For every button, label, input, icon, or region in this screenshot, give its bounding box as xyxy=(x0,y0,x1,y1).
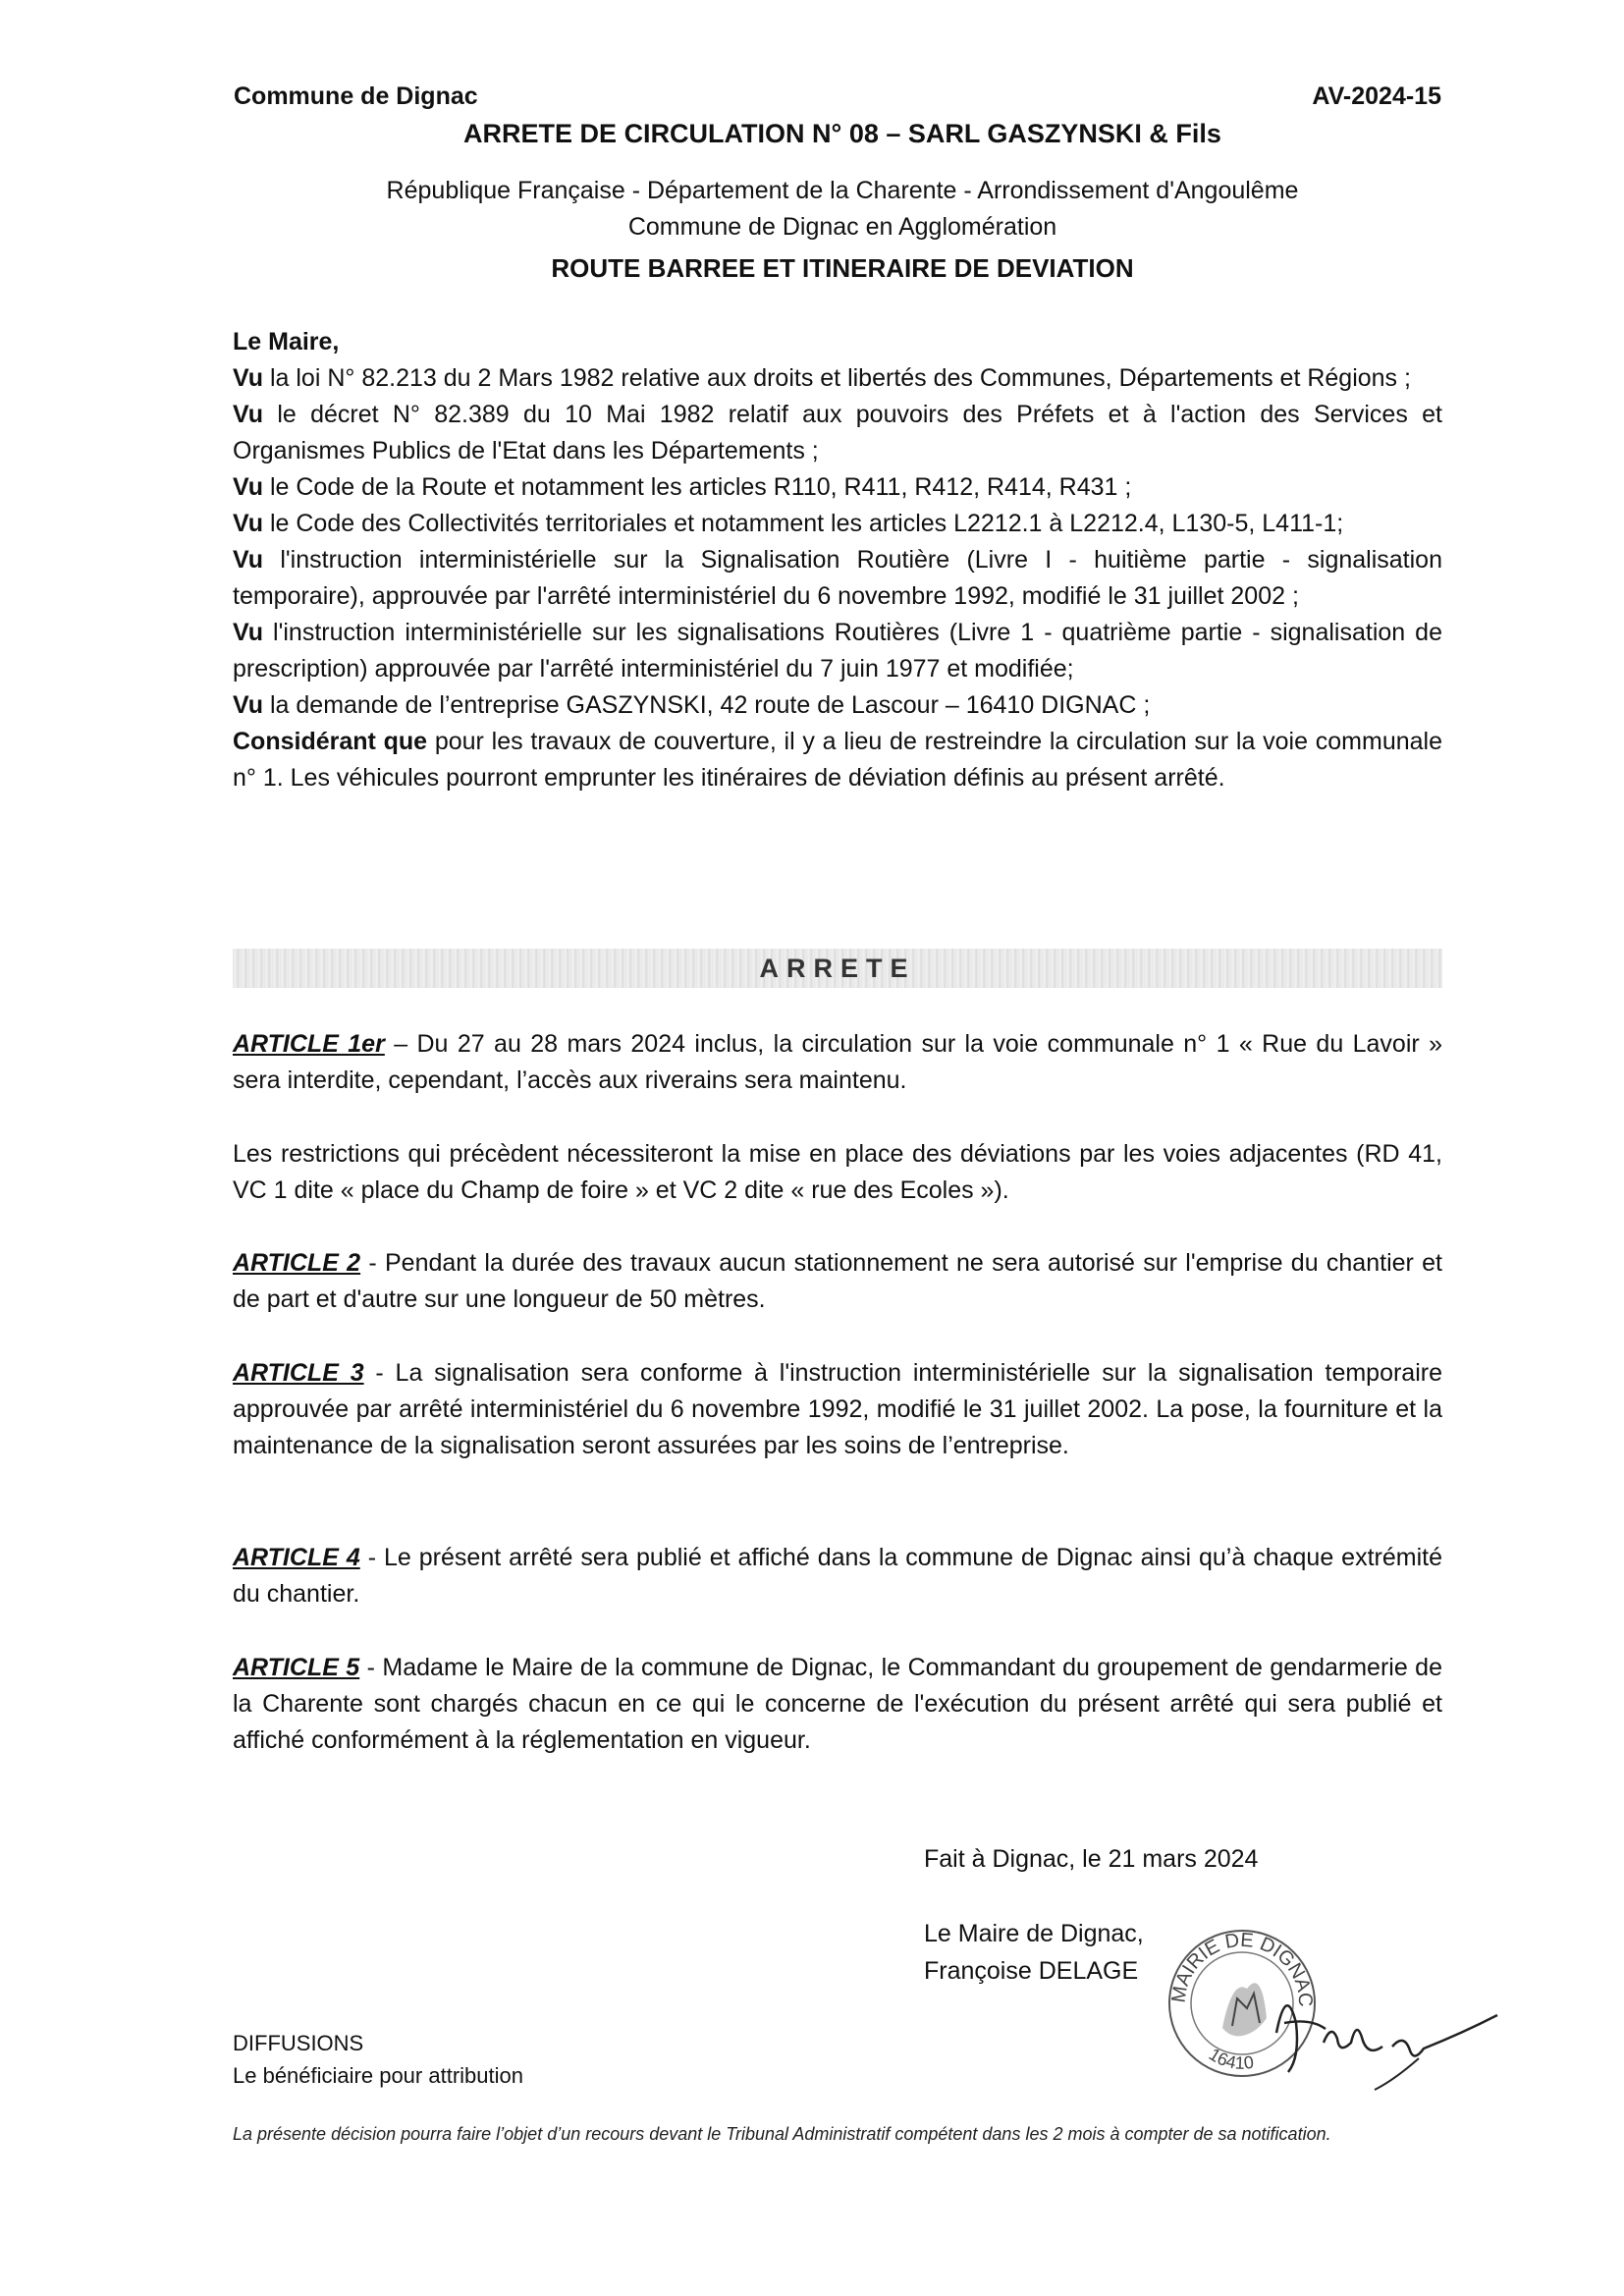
stamp-text-bottom: 16410 xyxy=(1205,2044,1256,2073)
article-5: ARTICLE 5 - Madame le Maire de la commune de Dignac, le Commandant du groupement de gendarmerie de la Charente sont chargés chacun en ce qui le concerne de l'exécution du présent arrêté qui sera publié et affiché conformément à la réglementation en vigueur. xyxy=(233,1654,1442,1754)
commune-name: Commune de Dignac xyxy=(234,82,478,110)
svg-text:16410 xyxy=(1206,2045,1255,2073)
stamp-text-top: MAIRIE DE DIGNAC xyxy=(1167,1929,1317,2008)
document-title: ARRETE DE CIRCULATION N° 08 – SARL GASZYNSKI & Fils xyxy=(463,119,1221,148)
commune-line: Commune de Dignac en Agglomération xyxy=(627,213,1057,241)
handwritten-signature xyxy=(1267,1964,1502,2092)
diffusions-heading: DIFFUSIONS xyxy=(233,2031,364,2055)
administrative-line: République Française - Département de la Charente - Arrondissement d'Angoulême xyxy=(386,177,1299,204)
le-maire-heading: Le Maire, xyxy=(233,328,340,355)
article-1: ARTICLE 1er – Du 27 au 28 mars 2024 inclus, la circulation sur la voie communale n° 1 « Rue du Lavoir » sera interdite, cependant, l’accès aux riverains sera maintenu. xyxy=(233,1030,1442,1094)
article-1-deviations: Les restrictions qui précèdent nécessiteront la mise en place des déviations par les voies adjacentes (RD 41, VC 1 dite « place du Champ de foire » et VC 2 dite « rue des Ecoles »). xyxy=(233,1140,1442,1204)
reference-number: AV-2024-15 xyxy=(1312,82,1441,110)
article-3: ARTICLE 3 - La signalisation sera conforme à l'instruction interministérielle sur la signalisation temporaire approuvée par arrêté interministériel du 6 novembre 1992, modifié le 31 juillet 2002. La pose, la fourniture et la maintenance de la signalisation seront assurées par les soins de l’entreprise. xyxy=(233,1359,1442,1459)
article-1-label: ARTICLE 1er xyxy=(233,1030,385,1058)
signatory-title: Le Maire de Dignac, xyxy=(924,1920,1144,1947)
visa-item: Vu la loi N° 82.213 du 2 Mars 1982 relative aux droits et libertés des Communes, Départements et Régions ; xyxy=(233,364,1411,392)
visas-section xyxy=(233,324,1442,796)
appeal-notice: La présente décision pourra faire l’objet d’un recours devant le Tribunal Administratif compétent dans les 2 mois à compter de sa notification. xyxy=(233,2124,1331,2144)
visa-item: Vu l'instruction interministérielle sur les signalisations Routières (Livre 1 - quatrième partie - signalisation de prescription) approuvée par l'arrêté interministériel du 7 juin 1977 et modifiée; xyxy=(233,619,1442,683)
arrete-heading: ARRETE xyxy=(759,954,916,983)
visa-item: Vu le Code des Collectivités territoriales et notamment les articles L2212.1 à L2212.4, L130-5, L411-1; xyxy=(233,510,1344,537)
diffusions-line: Le bénéficiaire pour attribution xyxy=(233,2063,523,2088)
visa-item: Vu le Code de la Route et notamment les articles R110, R411, R412, R414, R431 ; xyxy=(233,473,1132,501)
article-3-label: ARTICLE 3 xyxy=(233,1359,364,1387)
considerant-paragraph: Considérant que pour les travaux de couverture, il y a lieu de restreindre la circulation sur la voie communale n° 1. Les véhicules pourront emprunter les itinéraires de déviation définis au présent arrêté. xyxy=(233,728,1443,792)
article-2: ARTICLE 2 - Pendant la durée des travaux aucun stationnement ne sera autorisé sur l'emprise du chantier et de part et d'autre sur une longueur de 50 mètres. xyxy=(233,1249,1442,1313)
visa-item: Vu le décret N° 82.389 du 10 Mai 1982 relatif aux pouvoirs des Préfets et à l'action des Services et Organismes Publics de l'Etat dans les Départements ; xyxy=(233,401,1442,465)
article-5-label: ARTICLE 5 xyxy=(233,1654,360,1681)
visa-item: Vu l'instruction interministérielle sur la Signalisation Routière (Livre I - huitième partie - signalisation temporaire), approuvée par l'arrêté interministériel du 6 novembre 1992, modifié le 31 juillet 2002 ; xyxy=(233,546,1442,610)
article-2-label: ARTICLE 2 xyxy=(233,1249,361,1277)
visa-item: Vu la demande de l’entreprise GASZYNSKI, 42 route de Lascour – 16410 DIGNAC ; xyxy=(233,691,1151,719)
arrete-heading-band xyxy=(233,949,1442,988)
article-4-label: ARTICLE 4 xyxy=(233,1544,360,1571)
document-subject: ROUTE BARREE ET ITINERAIRE DE DEVIATION xyxy=(551,253,1134,283)
signature-date: Fait à Dignac, le 21 mars 2024 xyxy=(924,1845,1259,1873)
article-4: ARTICLE 4 - Le présent arrêté sera publié et affiché dans la commune de Dignac ainsi qu’à chaque extrémité du chantier. xyxy=(233,1544,1442,1608)
signatory-name: Françoise DELAGE xyxy=(924,1957,1139,1985)
